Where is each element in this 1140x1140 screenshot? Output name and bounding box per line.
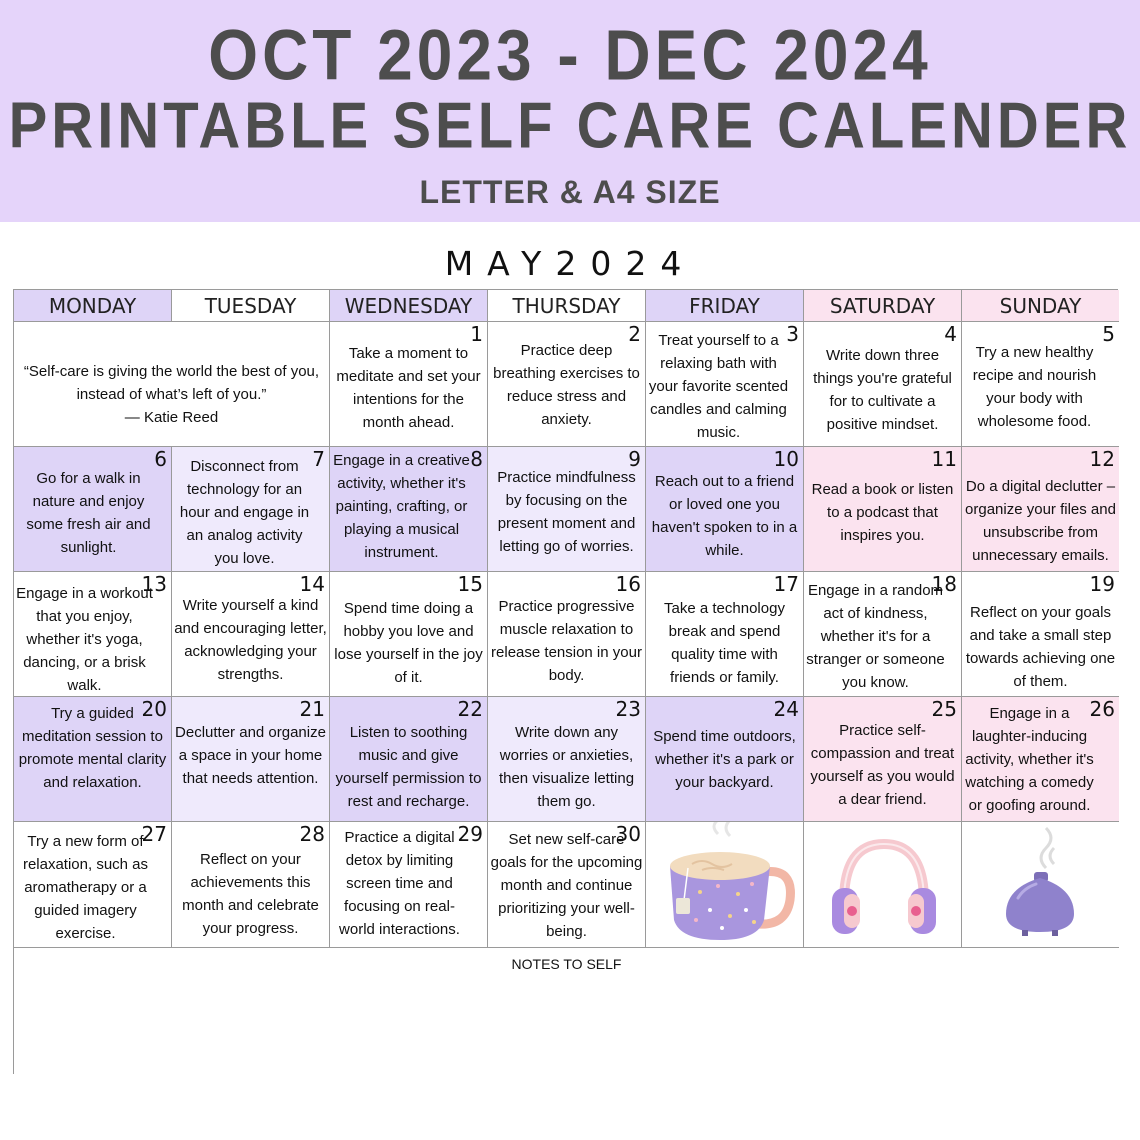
date-range-title: OCT 2023 - DEC 2024 <box>208 14 932 96</box>
day-number: 23 <box>615 697 641 721</box>
day-cell <box>330 697 488 822</box>
header-banner <box>0 0 1140 222</box>
day-number: 18 <box>931 572 957 596</box>
day-number: 26 <box>1089 697 1115 721</box>
weekday-wednesday: WEDNESDAY <box>330 290 488 322</box>
day-cell <box>172 822 330 948</box>
day-number: 14 <box>299 572 325 596</box>
day-activity: Practice self-compassion and treat yourself as you would a dear friend. <box>810 722 955 808</box>
day-number: 30 <box>615 822 641 846</box>
day-number: 21 <box>299 697 325 721</box>
day-cell <box>646 322 804 447</box>
illustration-cell <box>804 822 962 948</box>
notes-label: NOTES TO SELF <box>511 956 622 972</box>
day-cell <box>14 697 172 822</box>
day-number: 5 <box>1102 322 1115 346</box>
day-number: 1 <box>470 322 483 346</box>
illustration-cell <box>646 822 804 948</box>
day-cell <box>488 572 646 697</box>
day-cell <box>646 572 804 697</box>
day-activity: Write down three things you're grateful for to cultivate a positive mindset. <box>813 347 952 433</box>
day-activity: Reflect on your achievements this month and celebrate your progress. <box>182 851 319 937</box>
day-number: 12 <box>1089 447 1115 471</box>
tea-cup-icon <box>646 822 804 948</box>
day-number: 19 <box>1089 572 1115 596</box>
day-cell <box>14 822 172 948</box>
day-cell <box>330 322 488 447</box>
weekday-friday: FRIDAY <box>646 290 804 322</box>
day-activity: Go for a walk in nature and enjoy some fresh air and sunlight. <box>26 470 151 556</box>
quote-body: “Self-care is giving the world the best of you, instead of what’s left of you.” <box>23 363 320 403</box>
day-number: 7 <box>312 447 325 471</box>
month-title: MAY2024 <box>444 244 696 283</box>
day-activity: Practice mindfulness by focusing on the present moment and letting go of worries. <box>497 469 636 555</box>
day-number: 3 <box>786 322 799 346</box>
quote-cell <box>14 322 330 447</box>
day-cell <box>172 697 330 822</box>
day-number: 28 <box>299 822 325 846</box>
weekday-saturday: SATURDAY <box>804 290 962 322</box>
day-activity: Disconnect from technology for an hour and engage in an analog activity you love. <box>179 458 310 567</box>
day-activity: Engage in a random act of kindness, whether it's for a stranger or someone you know. <box>806 582 945 691</box>
day-activity: Try a guided meditation session to promote mental clarity and relaxation. <box>18 705 167 791</box>
day-number: 29 <box>457 822 483 846</box>
day-activity: Practice progressive muscle relaxation to release tension in your body. <box>491 598 642 684</box>
day-cell <box>804 572 962 697</box>
day-cell <box>330 572 488 697</box>
day-number: 20 <box>141 697 167 721</box>
day-number: 9 <box>628 447 641 471</box>
day-activity: Engage in a laughter-inducing activity, whether it's watching a comedy or goofing around. <box>965 705 1094 814</box>
day-activity: Declutter and organize a space in your home that needs attention. <box>175 724 326 787</box>
day-activity: Spend time outdoors, whether it's a park or your backyard. <box>653 728 796 791</box>
weekday-tuesday: TUESDAY <box>172 290 330 322</box>
day-cell <box>488 697 646 822</box>
day-number: 13 <box>141 572 167 596</box>
day-cell <box>962 322 1119 447</box>
day-activity: Write yourself a kind and encouraging letter, acknowledging your strengths. <box>174 597 327 683</box>
day-cell <box>172 447 330 572</box>
weekday-monday: MONDAY <box>14 290 172 322</box>
day-activity: Set new self-care goals for the upcoming month and continue prioritizing your well-being. <box>490 831 643 940</box>
day-cell <box>804 447 962 572</box>
day-activity: Reach out to a friend or loved one you haven't spoken to in a while. <box>651 473 798 559</box>
day-activity: Engage in a workout that you enjoy, whether it's yoga, dancing, or a brisk walk. <box>16 585 153 694</box>
calendar-grid <box>13 289 1118 1074</box>
day-number: 15 <box>457 572 483 596</box>
headphones-icon <box>804 822 962 948</box>
day-activity: Try a new healthy recipe and nourish your body with wholesome food. <box>972 344 1097 430</box>
day-cell <box>962 447 1119 572</box>
day-number: 8 <box>470 447 483 471</box>
size-subtitle: LETTER & A4 SIZE <box>419 174 721 210</box>
day-number: 22 <box>457 697 483 721</box>
day-cell <box>646 697 804 822</box>
day-cell <box>804 697 962 822</box>
day-number: 25 <box>931 697 957 721</box>
day-cell <box>962 697 1119 822</box>
day-number: 10 <box>773 447 799 471</box>
day-cell <box>804 322 962 447</box>
day-activity: Practice deep breathing exercises to reduce stress and anxiety. <box>493 342 640 428</box>
day-cell <box>646 447 804 572</box>
day-activity: Reflect on your goals and take a small step towards achieving one of them. <box>965 604 1116 690</box>
day-activity: Engage in a creative activity, whether it's painting, crafting, or playing a musical instrument. <box>333 452 470 561</box>
day-cell <box>488 822 646 948</box>
day-number: 4 <box>944 322 957 346</box>
weekday-thursday: THURSDAY <box>488 290 646 322</box>
day-activity: Treat yourself to a relaxing bath with your favorite scented candles and calming music. <box>648 332 789 441</box>
day-number: 27 <box>141 822 167 846</box>
day-number: 11 <box>931 447 957 471</box>
day-activity: Try a new form of relaxation, such as aromatherapy or a guided imagery exercise. <box>22 833 149 942</box>
day-number: 17 <box>773 572 799 596</box>
day-cell <box>488 447 646 572</box>
aroma-diffuser-icon <box>962 822 1119 948</box>
day-cell <box>330 447 488 572</box>
day-activity: Do a digital declutter – organize your files and unsubscribe from unnecessary emails. <box>965 478 1116 564</box>
day-activity: Write down any worries or anxieties, then visualize letting them go. <box>498 724 635 810</box>
day-number: 24 <box>773 697 799 721</box>
day-cell <box>488 322 646 447</box>
day-activity: Spend time doing a hobby you love and lose yourself in the joy of it. <box>334 600 483 686</box>
day-activity: Take a technology break and spend quality time with friends or family. <box>664 600 785 686</box>
quote-text <box>20 360 323 429</box>
quote-author: — Katie Reed <box>124 409 219 426</box>
day-cell <box>330 822 488 948</box>
day-activity: Take a moment to meditate and set your intentions for the month ahead. <box>336 345 481 431</box>
day-activity: Read a book or listen to a podcast that inspires you. <box>811 481 954 544</box>
illustration-cell <box>962 822 1119 948</box>
day-number: 6 <box>154 447 167 471</box>
day-activity: Listen to soothing music and give yourself permission to rest and recharge. <box>335 724 482 810</box>
day-cell <box>14 447 172 572</box>
calendar-title: PRINTABLE SELF CARE CALENDER <box>8 89 1132 162</box>
day-cell <box>14 572 172 697</box>
weekday-sunday: SUNDAY <box>962 290 1119 322</box>
day-activity: Practice a digital detox by limiting screen time and focusing on real-world interactions. <box>339 829 460 938</box>
day-cell <box>962 572 1119 697</box>
day-number: 16 <box>615 572 641 596</box>
day-number: 2 <box>628 322 641 346</box>
notes-section[interactable] <box>14 948 1119 1075</box>
day-cell <box>172 572 330 697</box>
